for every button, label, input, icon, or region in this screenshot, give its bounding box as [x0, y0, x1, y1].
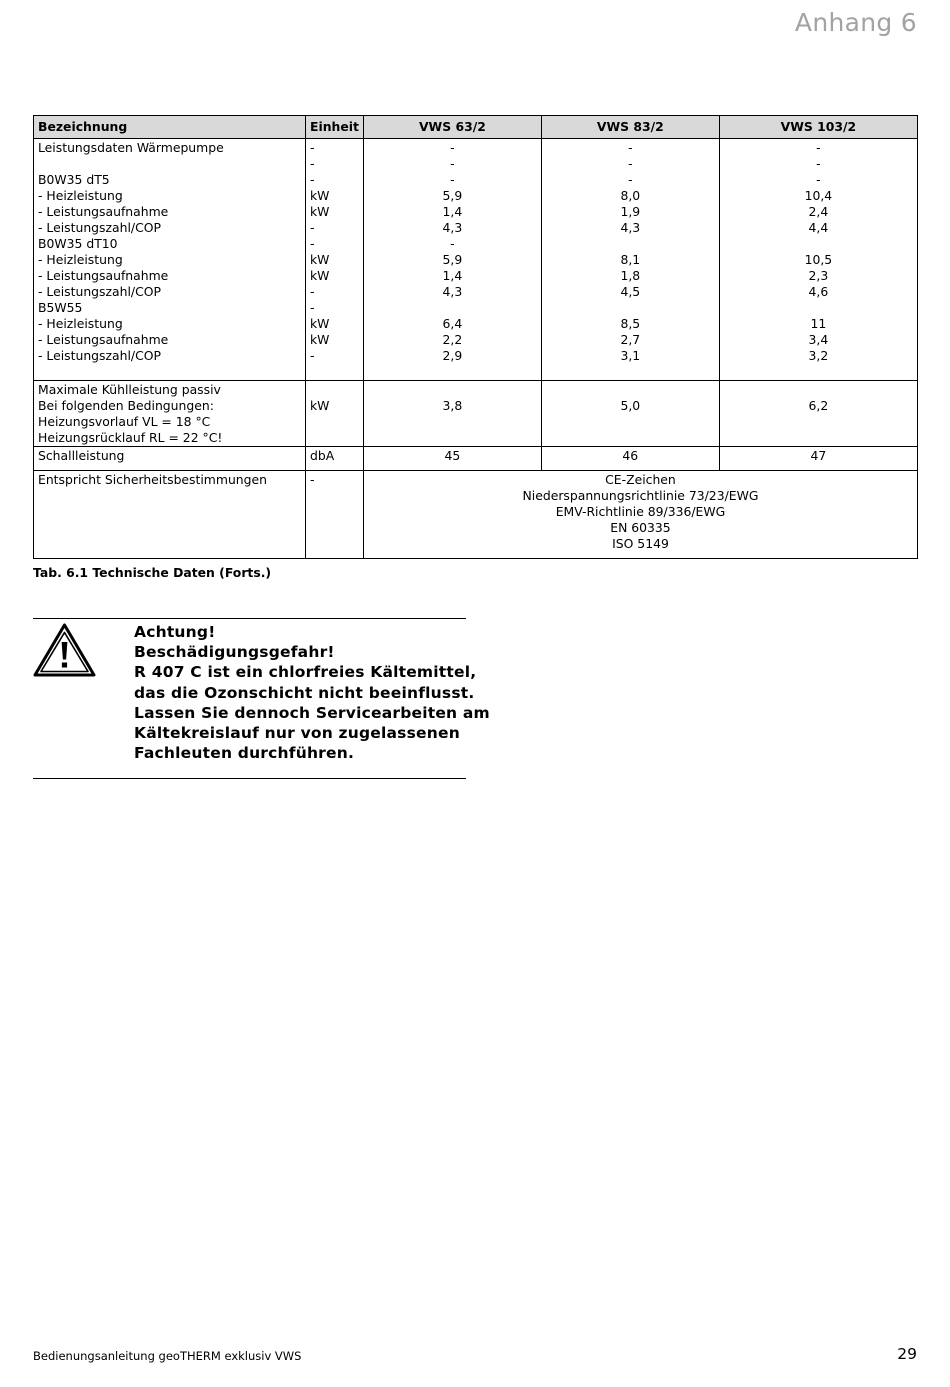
technical-data-table — [33, 115, 918, 559]
table-cell-vws-63: - - - 5,9 1,4 4,3 - 5,9 1,4 4,3 6,4 2,2 2,9 — [363, 139, 541, 381]
warning-line: Lassen Sie dennoch Servicearbeiten am — [134, 703, 490, 722]
column-header-vws-83: VWS 83/2 — [541, 116, 719, 139]
table-cell-vws-103: 47 — [719, 447, 917, 471]
table-row-passive-cooling — [34, 381, 918, 447]
table-cell-vws-83: - - - 8,0 1,9 4,3 8,1 1,8 4,5 8,5 2,7 3,1 — [541, 139, 719, 381]
table-header-row — [34, 116, 918, 139]
footer-page-number: 29 — [897, 1345, 917, 1363]
table-caption: Tab. 6.1 Technische Daten (Forts.) — [33, 565, 272, 580]
column-header-unit: Einheit — [306, 116, 364, 139]
table-cell-vws-63: 45 — [363, 447, 541, 471]
table-cell-name: Leistungsdaten Wärmepumpe B0W35 dT5 - Heizleistung - Leistungsaufnahme - Leistungszahl/COP B0W35 dT10 - Heizleistung - Leistungsaufnahme - Leistungszahl/COP B5W55 - Heizleistung - Leistungsaufnahme - Leistungszahl/COP — [34, 139, 306, 381]
table-cell-vws-63: 3,8 — [363, 381, 541, 447]
warning-bottom-rule — [33, 778, 466, 779]
warning-line: R 407 C ist ein chlorfreies Kältemittel, — [134, 663, 477, 682]
table-cell-vws-83: 5,0 — [541, 381, 719, 447]
table-row-safety-regulations — [34, 471, 918, 559]
table-row-heat-pump-performance — [34, 139, 918, 381]
warning-line: das die Ozonschicht nicht beeinflusst. — [134, 683, 475, 702]
warning-line: Kältekreislauf nur von zugelassenen — [134, 724, 460, 743]
warning-line: Beschädigungsgefahr! — [134, 643, 335, 662]
section-title: Anhang 6 — [794, 8, 917, 37]
table-cell-vws-103: - - - 10,4 2,4 4,4 10,5 2,3 4,6 11 3,4 3,2 — [719, 139, 917, 381]
table-cell-unit: - - - kW kW - - kW kW - - kW kW - — [306, 139, 364, 381]
footer-document-title: Bedienungsanleitung geoTHERM exklusiv VWS — [33, 1349, 302, 1363]
table-cell-vws-83: 46 — [541, 447, 719, 471]
column-header-vws-63: VWS 63/2 — [363, 116, 541, 139]
table-cell-unit: - — [306, 471, 364, 559]
table-cell-name: Maximale Kühlleistung passiv Bei folgenden Bedingungen: Heizungsvorlauf VL = 18 °C Heizungsrücklauf RL = 22 °C! — [34, 381, 306, 447]
column-header-vws-103: VWS 103/2 — [719, 116, 917, 139]
warning-line: Fachleuten durchführen. — [134, 744, 355, 763]
table-cell-name: Schallleistung — [34, 447, 306, 471]
warning-top-rule — [33, 618, 466, 619]
table-cell-vws-103: 6,2 — [719, 381, 917, 447]
warning-text — [134, 622, 490, 763]
table-cell-unit: dbA — [306, 447, 364, 471]
column-header-designation: Bezeichnung — [34, 116, 306, 139]
table-cell-regulations: CE-Zeichen Niederspannungsrichtlinie 73/23/EWG EMV-Richtlinie 89/336/EWG EN 60335 ISO 5149 — [363, 471, 917, 559]
table-cell-name: Entspricht Sicherheitsbestimmungen — [34, 471, 306, 559]
warning-triangle-icon — [33, 623, 96, 677]
table-cell-unit: kW — [306, 381, 364, 447]
table-row-sound-power — [34, 447, 918, 471]
warning-line: Achtung! — [134, 623, 216, 641]
